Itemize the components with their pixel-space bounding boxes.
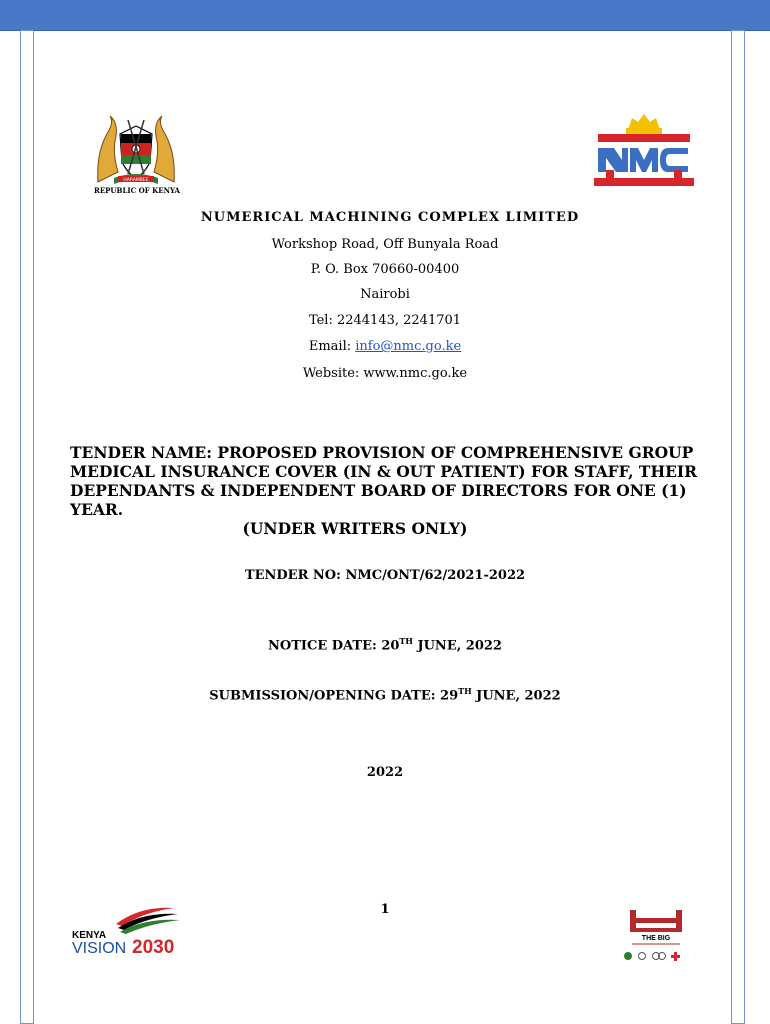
document-year: 2022 — [366, 765, 404, 780]
submission-date-sup: TH — [458, 686, 472, 696]
notice-date-suffix: JUNE, 2022 — [412, 638, 502, 654]
kenya-vision-2030-logo-icon — [70, 902, 192, 958]
left-margin-bar — [20, 30, 34, 1024]
vision-year-text: 2030 — [132, 937, 175, 958]
email-label: Email: — [308, 339, 356, 354]
page-number: 1 — [380, 902, 390, 917]
company-city: Nairobi — [360, 287, 410, 302]
email-link[interactable]: info@nmc.go.ke — [355, 339, 462, 354]
vision-text: VISION — [72, 940, 127, 957]
tender-name: TENDER NAME: PROPOSED PROVISION OF COMPREHENSIVE GROUP MEDICAL INSURANCE COVER (IN & OUT PATIENT) FOR STAFF, THEIR DEPENDANTS & INDEPENDENT BOARD OF DIRECTORS FOR ONE (1) YEAR. — [70, 443, 698, 519]
kenya-coat-of-arms-icon — [88, 112, 184, 190]
nmc-logo-text: NMC — [644, 187, 647, 188]
tender-number: TENDER NO: NMC/ONT/62/2021-2022 — [244, 568, 526, 583]
nmc-logo-icon — [592, 108, 696, 190]
big-four-text: THE BIG — [641, 935, 671, 942]
tender-name-block — [70, 443, 710, 538]
company-address: Workshop Road, Off Bunyala Road — [271, 237, 499, 252]
submission-date-suffix: JUNE, 2022 — [471, 688, 561, 704]
notice-date — [120, 636, 650, 653]
company-name: NUMERICAL MACHINING COMPLEX LIMITED — [200, 210, 580, 225]
submission-date-prefix: SUBMISSION/OPENING DATE: 29 — [209, 688, 459, 704]
right-margin-bar — [731, 30, 745, 1024]
company-tel: Tel: 2244143, 2241701 — [308, 313, 462, 328]
company-po-box: P. O. Box 70660-00400 — [310, 262, 460, 277]
motto-banner-text: HARAMBEE — [123, 178, 149, 183]
company-website: Website: www.nmc.go.ke — [302, 366, 468, 381]
company-email-line — [185, 339, 585, 354]
big-four-logo-icon — [618, 908, 694, 964]
notice-date-prefix: NOTICE DATE: 20 — [268, 638, 400, 654]
submission-date — [120, 686, 650, 703]
window-top-bar — [0, 0, 770, 31]
vision-kenya-text: KENYA — [72, 930, 107, 941]
tender-qualifier: (UNDER WRITERS ONLY) — [242, 519, 468, 538]
notice-date-sup: TH — [399, 636, 413, 646]
coat-of-arms-caption: REPUBLIC OF KENYA — [94, 186, 180, 195]
